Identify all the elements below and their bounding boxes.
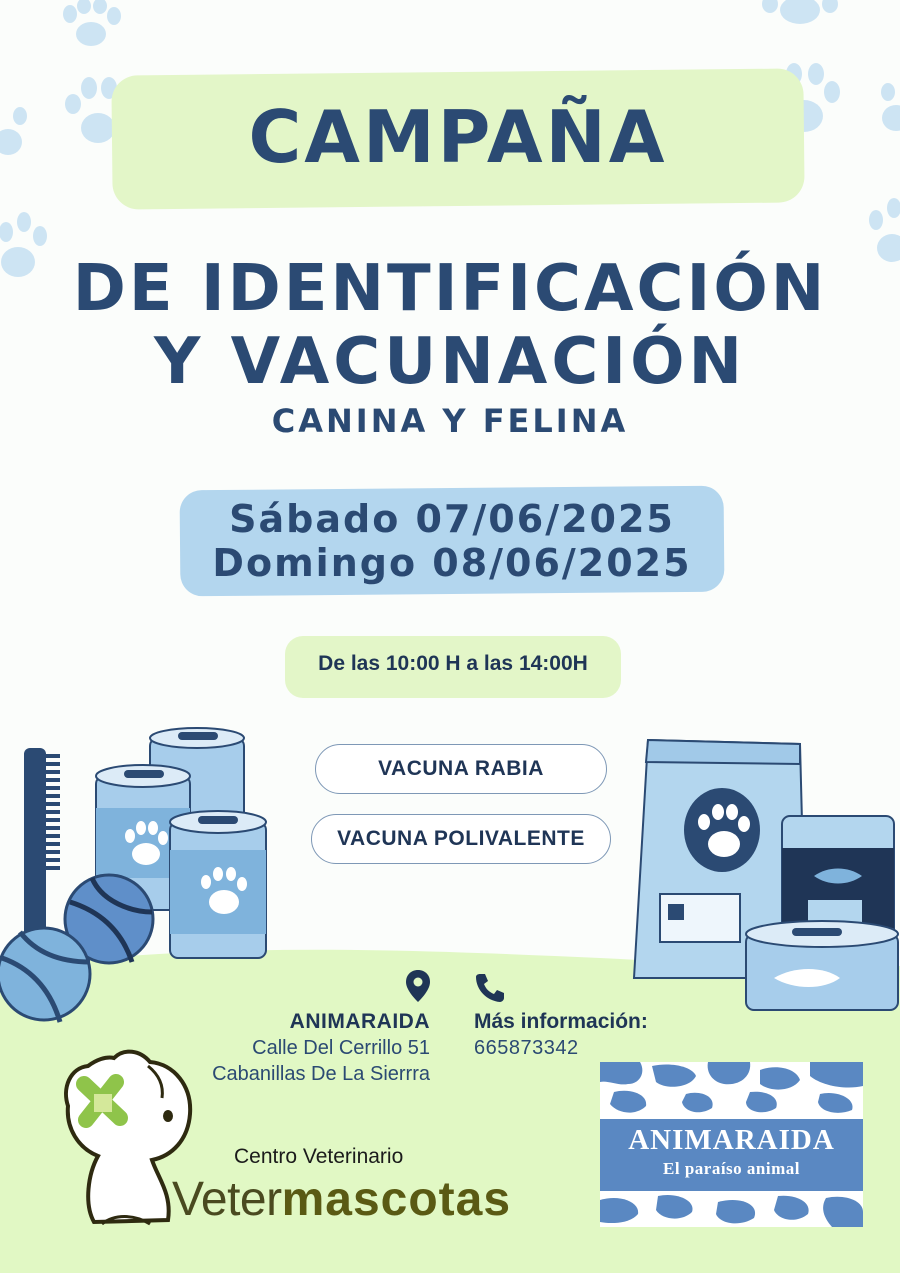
clinic-brand-prefix: Veter bbox=[172, 1173, 282, 1226]
pet-food-can-icon bbox=[744, 918, 900, 1014]
pet-food-can-icon bbox=[168, 808, 268, 960]
paw-print-icon bbox=[0, 98, 30, 168]
date-sunday: Domingo 08/06/2025 bbox=[212, 541, 692, 585]
contact-label: Más información: bbox=[474, 1010, 648, 1033]
address-city: Cabanillas De La Sierrra bbox=[212, 1063, 430, 1085]
headline-line-2: Y VACUNACIÓN bbox=[153, 325, 747, 399]
address-name: ANIMARAIDA bbox=[289, 1010, 430, 1033]
vaccine-polyvalent: VACUNA POLIVALENTE bbox=[311, 814, 611, 864]
headline-subtitle: CANINA Y FELINA bbox=[271, 402, 629, 440]
partner-logo bbox=[600, 1062, 863, 1227]
address-street: Calle Del Cerrillo 51 bbox=[252, 1037, 430, 1059]
clinic-brand bbox=[172, 1172, 511, 1227]
clinic-subtitle: Centro Veterinario bbox=[234, 1145, 404, 1168]
paw-print-icon bbox=[56, 0, 126, 50]
campaign-title: CAMPAÑA bbox=[248, 95, 668, 179]
pet-ball-icon bbox=[0, 918, 94, 1026]
comb-icon bbox=[20, 746, 62, 946]
partner-logo-tagline: El paraíso animal bbox=[663, 1159, 800, 1178]
phone-icon bbox=[474, 972, 506, 1002]
contact-phone: 665873342 bbox=[474, 1037, 579, 1059]
location-pin-icon bbox=[406, 970, 430, 1002]
paw-print-icon bbox=[874, 82, 900, 142]
headline-line-1: DE IDENTIFICACIÓN bbox=[72, 252, 828, 326]
vaccine-rabies: VACUNA RABIA bbox=[315, 744, 607, 794]
clinic-brand-suffix: mascotas bbox=[281, 1173, 512, 1226]
partner-logo-name: ANIMARAIDA bbox=[628, 1124, 835, 1156]
paw-print-icon bbox=[760, 0, 840, 30]
date-saturday: Sábado 07/06/2025 bbox=[229, 497, 675, 541]
hours-text: De las 10:00 H a las 14:00H bbox=[318, 652, 588, 675]
